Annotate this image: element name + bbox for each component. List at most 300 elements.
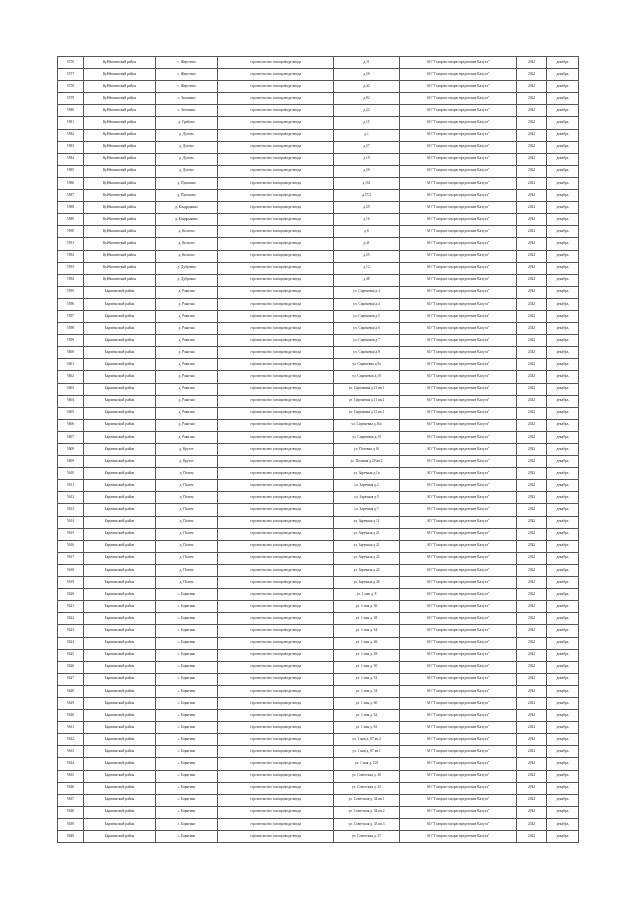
table-row (58, 190, 579, 202)
year-cell: 2022 (517, 262, 547, 274)
work-type-cell: строительство газопровода-ввода (218, 528, 334, 540)
year-cell: 2022 (517, 141, 547, 153)
district-cell: Барятинский район (84, 480, 156, 492)
row-number-cell: 5615 (58, 528, 84, 540)
locality-cell: д. Ракитня (156, 335, 218, 347)
month-cell: декабрь (547, 57, 579, 69)
locality-cell: д. Ракитня (156, 298, 218, 310)
year-cell: 2022 (517, 468, 547, 480)
locality-cell: д. Полом (156, 540, 218, 552)
organization-cell: АО "Газпром газораспределение Калуга" (400, 117, 517, 129)
locality-cell: д. Ракитня (156, 419, 218, 431)
district-cell: Барятинский район (84, 298, 156, 310)
table-row (58, 637, 579, 649)
table-row (58, 564, 579, 576)
address-cell: д.11 (334, 57, 400, 69)
month-cell: декабрь (547, 661, 579, 673)
month-cell: декабрь (547, 782, 579, 794)
month-cell: декабрь (547, 637, 579, 649)
year-cell: 2022 (517, 564, 547, 576)
work-type-cell: строительство газопровода-ввода (218, 516, 334, 528)
month-cell: декабрь (547, 564, 579, 576)
table-row (58, 250, 579, 262)
locality-cell: с. Барятино (156, 794, 218, 806)
locality-cell: д. Дутово (156, 141, 218, 153)
row-number-cell: 5629 (58, 697, 84, 709)
table-row (58, 516, 579, 528)
organization-cell: АО "Газпром газораспределение Калуга" (400, 141, 517, 153)
table-row (58, 347, 579, 359)
locality-cell: с. Жерелево (156, 81, 218, 93)
month-cell: декабрь (547, 347, 579, 359)
year-cell: 2022 (517, 456, 547, 468)
row-number-cell: 5632 (58, 734, 84, 746)
organization-cell: АО "Газпром газораспределение Калуга" (400, 310, 517, 322)
year-cell: 2022 (517, 335, 547, 347)
table-row (58, 444, 579, 456)
organization-cell: АО "Газпром газораспределение Калуга" (400, 540, 517, 552)
organization-cell: АО "Газпром газораспределение Калуга" (400, 431, 517, 443)
organization-cell: АО "Газпром газораспределение Калуга" (400, 564, 517, 576)
locality-cell: д. Ракитня (156, 383, 218, 395)
month-cell: декабрь (547, 81, 579, 93)
month-cell: декабрь (547, 492, 579, 504)
month-cell: декабрь (547, 613, 579, 625)
row-number-cell: 5589 (58, 214, 84, 226)
locality-cell: д. Ракитня (156, 323, 218, 335)
month-cell: декабрь (547, 431, 579, 443)
row-number-cell: 5593 (58, 262, 84, 274)
address-cell: ул. Заречная д.24 (334, 564, 400, 576)
district-cell: Барятинский район (84, 468, 156, 480)
organization-cell: АО "Газпром газораспределение Калуга" (400, 177, 517, 189)
district-cell: Куйбышевский район (84, 57, 156, 69)
organization-cell: АО "Газпром газораспределение Калуга" (400, 613, 517, 625)
year-cell: 2022 (517, 347, 547, 359)
table-row (58, 57, 579, 69)
address-cell: ул. 1 мая д. 8 (334, 589, 400, 601)
address-cell: ул. 1 мая д. 103 (334, 758, 400, 770)
table-row (58, 673, 579, 685)
work-type-cell: строительство газопровода-ввода (218, 117, 334, 129)
month-cell: декабрь (547, 371, 579, 383)
work-type-cell: строительство газопровода-ввода (218, 734, 334, 746)
district-cell: Барятинский район (84, 697, 156, 709)
organization-cell: АО "Газпром газораспределение Калуга" (400, 165, 517, 177)
address-cell: ул. Заречная д.21 (334, 540, 400, 552)
table-row (58, 613, 579, 625)
work-type-cell: строительство газопровода-ввода (218, 806, 334, 818)
month-cell: декабрь (547, 177, 579, 189)
table-row (58, 710, 579, 722)
month-cell: декабрь (547, 214, 579, 226)
work-type-cell: строительство газопровода-ввода (218, 57, 334, 69)
year-cell: 2022 (517, 419, 547, 431)
locality-cell: с. Барятино (156, 685, 218, 697)
table-row (58, 661, 579, 673)
address-cell: д.57/2 (334, 190, 400, 202)
row-number-cell: 5582 (58, 129, 84, 141)
year-cell: 2022 (517, 93, 547, 105)
table-row (58, 794, 579, 806)
row-number-cell: 5605 (58, 407, 84, 419)
year-cell: 2022 (517, 794, 547, 806)
organization-cell: АО "Газпром газораспределение Калуга" (400, 456, 517, 468)
district-cell: Барятинский район (84, 589, 156, 601)
organization-cell: АО "Газпром газораспределение Калуга" (400, 238, 517, 250)
month-cell: декабрь (547, 383, 579, 395)
year-cell: 2022 (517, 153, 547, 165)
district-cell: Куйбышевский район (84, 141, 156, 153)
row-number-cell: 5581 (58, 117, 84, 129)
district-cell: Барятинский район (84, 601, 156, 613)
month-cell: декабрь (547, 504, 579, 516)
work-type-cell: строительство газопровода-ввода (218, 347, 334, 359)
organization-cell: АО "Газпром газораспределение Калуга" (400, 685, 517, 697)
year-cell: 2022 (517, 649, 547, 661)
locality-cell: с. Барятино (156, 782, 218, 794)
month-cell: декабрь (547, 129, 579, 141)
district-cell: Куйбышевский район (84, 81, 156, 93)
organization-cell: АО "Газпром газораспределение Калуга" (400, 673, 517, 685)
district-cell: Барятинский район (84, 323, 156, 335)
row-number-cell: 5596 (58, 298, 84, 310)
address-cell: ул. Советская д. 30 (334, 770, 400, 782)
year-cell: 2022 (517, 177, 547, 189)
work-type-cell: строительство газопровода-ввода (218, 214, 334, 226)
row-number-cell: 5613 (58, 504, 84, 516)
work-type-cell: строительство газопровода-ввода (218, 238, 334, 250)
organization-cell: АО "Газпром газораспределение Калуга" (400, 589, 517, 601)
organization-cell: АО "Газпром газораспределение Калуга" (400, 528, 517, 540)
row-number-cell: 5607 (58, 431, 84, 443)
row-number-cell: 5594 (58, 274, 84, 286)
district-cell: Барятинский район (84, 564, 156, 576)
locality-cell: д. Ракитня (156, 371, 218, 383)
year-cell: 2022 (517, 831, 547, 843)
table-row (58, 831, 579, 843)
district-cell: Куйбышевский район (84, 250, 156, 262)
locality-cell: д. Крутое (156, 444, 218, 456)
district-cell: Барятинский район (84, 456, 156, 468)
gas-connection-register-table (57, 56, 579, 843)
row-number-cell: 5576 (58, 57, 84, 69)
row-number-cell: 5636 (58, 782, 84, 794)
table-row (58, 818, 579, 830)
table-row (58, 806, 579, 818)
organization-cell: АО "Газпром газораспределение Калуга" (400, 697, 517, 709)
address-cell: ул. Заречная д.2 (334, 480, 400, 492)
year-cell: 2022 (517, 129, 547, 141)
district-cell: Барятинский район (84, 444, 156, 456)
organization-cell: АО "Газпром газораспределение Калуга" (400, 770, 517, 782)
year-cell: 2022 (517, 359, 547, 371)
year-cell: 2022 (517, 528, 547, 540)
organization-cell: АО "Газпром газораспределение Калуга" (400, 758, 517, 770)
address-cell: ул. 1 мая д. 50 (334, 661, 400, 673)
locality-cell: д. Дубровка (156, 262, 218, 274)
organization-cell: АО "Газпром газораспределение Калуга" (400, 57, 517, 69)
address-cell: д.25 (334, 250, 400, 262)
year-cell: 2022 (517, 238, 547, 250)
district-cell: Куйбышевский район (84, 190, 156, 202)
organization-cell: АО "Газпром газораспределение Калуга" (400, 226, 517, 238)
month-cell: декабрь (547, 298, 579, 310)
year-cell: 2022 (517, 661, 547, 673)
row-number-cell: 5619 (58, 577, 84, 589)
month-cell: декабрь (547, 202, 579, 214)
address-cell: ул. 1 мая д. 38 (334, 613, 400, 625)
year-cell: 2022 (517, 407, 547, 419)
locality-cell: д. Крутое (156, 456, 218, 468)
work-type-cell: строительство газопровода-ввода (218, 794, 334, 806)
row-number-cell: 5603 (58, 383, 84, 395)
address-cell: д.12 (334, 262, 400, 274)
row-number-cell: 5600 (58, 347, 84, 359)
month-cell: декабрь (547, 673, 579, 685)
locality-cell: д. Полом (156, 480, 218, 492)
district-cell: Барятинский район (84, 286, 156, 298)
locality-cell: д. Ракитня (156, 395, 218, 407)
row-number-cell: 5599 (58, 335, 84, 347)
district-cell: Барятинский район (84, 806, 156, 818)
row-number-cell: 5579 (58, 93, 84, 105)
year-cell: 2022 (517, 395, 547, 407)
month-cell: декабрь (547, 69, 579, 81)
district-cell: Барятинский район (84, 528, 156, 540)
month-cell: декабрь (547, 250, 579, 262)
locality-cell: д. Полом (156, 528, 218, 540)
address-cell: д.6 (334, 226, 400, 238)
organization-cell: АО "Газпром газораспределение Калуга" (400, 274, 517, 286)
month-cell: декабрь (547, 516, 579, 528)
table-row (58, 419, 579, 431)
work-type-cell: строительство газопровода-ввода (218, 504, 334, 516)
organization-cell: АО "Газпром газораспределение Калуга" (400, 347, 517, 359)
table-row (58, 480, 579, 492)
address-cell: ул. Сиреневая д.7 (334, 335, 400, 347)
locality-cell: с. Барятино (156, 818, 218, 830)
row-number-cell: 5614 (58, 516, 84, 528)
organization-cell: АО "Газпром газораспределение Калуга" (400, 129, 517, 141)
row-number-cell: 5630 (58, 710, 84, 722)
address-cell: ул. Советская д. 34 кв.1 (334, 794, 400, 806)
address-cell: ул. Сиреневая д.11 кв.2 (334, 395, 400, 407)
address-cell: ул. Сиреневая д.3 (334, 286, 400, 298)
district-cell: Барятинский район (84, 625, 156, 637)
year-cell: 2022 (517, 504, 547, 516)
address-cell: ул. 1 мая д. 48 (334, 649, 400, 661)
year-cell: 2022 (517, 577, 547, 589)
month-cell: декабрь (547, 794, 579, 806)
row-number-cell: 5610 (58, 468, 84, 480)
row-number-cell: 5611 (58, 480, 84, 492)
work-type-cell: строительство газопровода-ввода (218, 589, 334, 601)
district-cell: Барятинский район (84, 516, 156, 528)
locality-cell: с. Барятино (156, 649, 218, 661)
row-number-cell: 5626 (58, 661, 84, 673)
locality-cell: д. Козлово (156, 250, 218, 262)
locality-cell: д. Полом (156, 468, 218, 480)
year-cell: 2022 (517, 552, 547, 564)
locality-cell: д. Дутово (156, 153, 218, 165)
address-cell: д.161 (334, 177, 400, 189)
district-cell: Барятинский район (84, 613, 156, 625)
address-cell: ул. Советская д. 32 (334, 782, 400, 794)
work-type-cell: строительство газопровода-ввода (218, 190, 334, 202)
row-number-cell: 5621 (58, 601, 84, 613)
year-cell: 2022 (517, 117, 547, 129)
row-number-cell: 5586 (58, 177, 84, 189)
organization-cell: АО "Газпром газораспределение Калуга" (400, 818, 517, 830)
locality-cell: с. Жерелево (156, 69, 218, 81)
organization-cell: АО "Газпром газораспределение Калуга" (400, 371, 517, 383)
table-row (58, 226, 579, 238)
locality-cell: д. Ракитня (156, 286, 218, 298)
table-row (58, 649, 579, 661)
table-row (58, 685, 579, 697)
district-cell: Куйбышевский район (84, 177, 156, 189)
work-type-cell: строительство газопровода-ввода (218, 552, 334, 564)
organization-cell: АО "Газпром газораспределение Калуга" (400, 480, 517, 492)
year-cell: 2022 (517, 165, 547, 177)
address-cell: ул. Сиреневая д.5 (334, 310, 400, 322)
district-cell: Барятинский район (84, 661, 156, 673)
locality-cell: с. Барятино (156, 637, 218, 649)
work-type-cell: строительство газопровода-ввода (218, 335, 334, 347)
organization-cell: АО "Газпром газораспределение Калуга" (400, 637, 517, 649)
organization-cell: АО "Газпром газораспределение Калуга" (400, 492, 517, 504)
month-cell: декабрь (547, 141, 579, 153)
work-type-cell: строительство газопровода-ввода (218, 153, 334, 165)
address-cell: д.29 (334, 202, 400, 214)
district-cell: Барятинский район (84, 673, 156, 685)
district-cell: Барятинский район (84, 637, 156, 649)
address-cell: д.20 (334, 69, 400, 81)
address-cell: ул. Сиреневая д.4 (334, 298, 400, 310)
row-number-cell: 5606 (58, 419, 84, 431)
locality-cell: с. Барятино (156, 734, 218, 746)
address-cell: д.42 (334, 81, 400, 93)
work-type-cell: строительство газопровода-ввода (218, 286, 334, 298)
year-cell: 2022 (517, 806, 547, 818)
locality-cell: д. Полом (156, 504, 218, 516)
register-table-sheet (57, 56, 578, 843)
locality-cell: с. Барятино (156, 722, 218, 734)
year-cell: 2022 (517, 105, 547, 117)
organization-cell: АО "Газпром газораспределение Калуга" (400, 444, 517, 456)
row-number-cell: 5618 (58, 564, 84, 576)
locality-cell: с. Барятино (156, 697, 218, 709)
organization-cell: АО "Газпром газораспределение Калуга" (400, 661, 517, 673)
district-cell: Барятинский район (84, 734, 156, 746)
table-row (58, 577, 579, 589)
table-row (58, 770, 579, 782)
year-cell: 2022 (517, 492, 547, 504)
table-row (58, 214, 579, 226)
district-cell: Барятинский район (84, 395, 156, 407)
month-cell: декабрь (547, 589, 579, 601)
work-type-cell: строительство газопровода-ввода (218, 250, 334, 262)
table-row (58, 782, 579, 794)
work-type-cell: строительство газопровода-ввода (218, 310, 334, 322)
year-cell: 2022 (517, 818, 547, 830)
year-cell: 2022 (517, 673, 547, 685)
address-cell: ул. Сиреневая д.16а (334, 419, 400, 431)
row-number-cell: 5602 (58, 371, 84, 383)
work-type-cell: строительство газопровода-ввода (218, 165, 334, 177)
locality-cell: д. Полом (156, 577, 218, 589)
table-row (58, 540, 579, 552)
district-cell: Куйбышевский район (84, 274, 156, 286)
table-row (58, 492, 579, 504)
work-type-cell: строительство газопровода-ввода (218, 359, 334, 371)
organization-cell: АО "Газпром газораспределение Калуга" (400, 286, 517, 298)
month-cell: декабрь (547, 238, 579, 250)
locality-cell: с. Барятино (156, 613, 218, 625)
work-type-cell: строительство газопровода-ввода (218, 444, 334, 456)
address-cell: ул. Заречная д.7 (334, 504, 400, 516)
row-number-cell: 5633 (58, 746, 84, 758)
work-type-cell: строительство газопровода-ввода (218, 202, 334, 214)
work-type-cell: строительство газопровода-ввода (218, 564, 334, 576)
work-type-cell: строительство газопровода-ввода (218, 383, 334, 395)
organization-cell: АО "Газпром газораспределение Калуга" (400, 794, 517, 806)
work-type-cell: строительство газопровода-ввода (218, 431, 334, 443)
row-number-cell: 5591 (58, 238, 84, 250)
organization-cell: АО "Газпром газораспределение Калуга" (400, 262, 517, 274)
month-cell: декабрь (547, 395, 579, 407)
year-cell: 2022 (517, 214, 547, 226)
district-cell: Куйбышевский район (84, 69, 156, 81)
address-cell: ул. Заречная д.5 (334, 492, 400, 504)
row-number-cell: 5628 (58, 685, 84, 697)
organization-cell: АО "Газпром газораспределение Калуга" (400, 468, 517, 480)
locality-cell: с. Барятино (156, 673, 218, 685)
month-cell: декабрь (547, 153, 579, 165)
address-cell: д.15 (334, 117, 400, 129)
month-cell: декабрь (547, 105, 579, 117)
address-cell: ул. Сиреневая д.15 кв.1 (334, 407, 400, 419)
table-row (58, 177, 579, 189)
row-number-cell: 5583 (58, 141, 84, 153)
table-row (58, 456, 579, 468)
district-cell: Куйбышевский район (84, 238, 156, 250)
locality-cell: д. Козлово (156, 238, 218, 250)
locality-cell: д. Ракитня (156, 310, 218, 322)
work-type-cell: строительство газопровода-ввода (218, 129, 334, 141)
row-number-cell: 5620 (58, 589, 84, 601)
month-cell: декабрь (547, 335, 579, 347)
work-type-cell: строительство газопровода-ввода (218, 625, 334, 637)
row-number-cell: 5638 (58, 806, 84, 818)
month-cell: декабрь (547, 831, 579, 843)
row-number-cell: 5639 (58, 818, 84, 830)
table-row (58, 165, 579, 177)
organization-cell: АО "Газпром газораспределение Калуга" (400, 395, 517, 407)
address-cell: ул. Заречная д.26 (334, 577, 400, 589)
work-type-cell: строительство газопровода-ввода (218, 770, 334, 782)
table-row (58, 431, 579, 443)
organization-cell: АО "Газпром газораспределение Калуга" (400, 202, 517, 214)
table-row (58, 274, 579, 286)
address-cell: д.48 (334, 274, 400, 286)
address-cell: ул. Заречная д.1а (334, 468, 400, 480)
year-cell: 2022 (517, 601, 547, 613)
table-row (58, 286, 579, 298)
district-cell: Куйбышевский район (84, 214, 156, 226)
row-number-cell: 5627 (58, 673, 84, 685)
